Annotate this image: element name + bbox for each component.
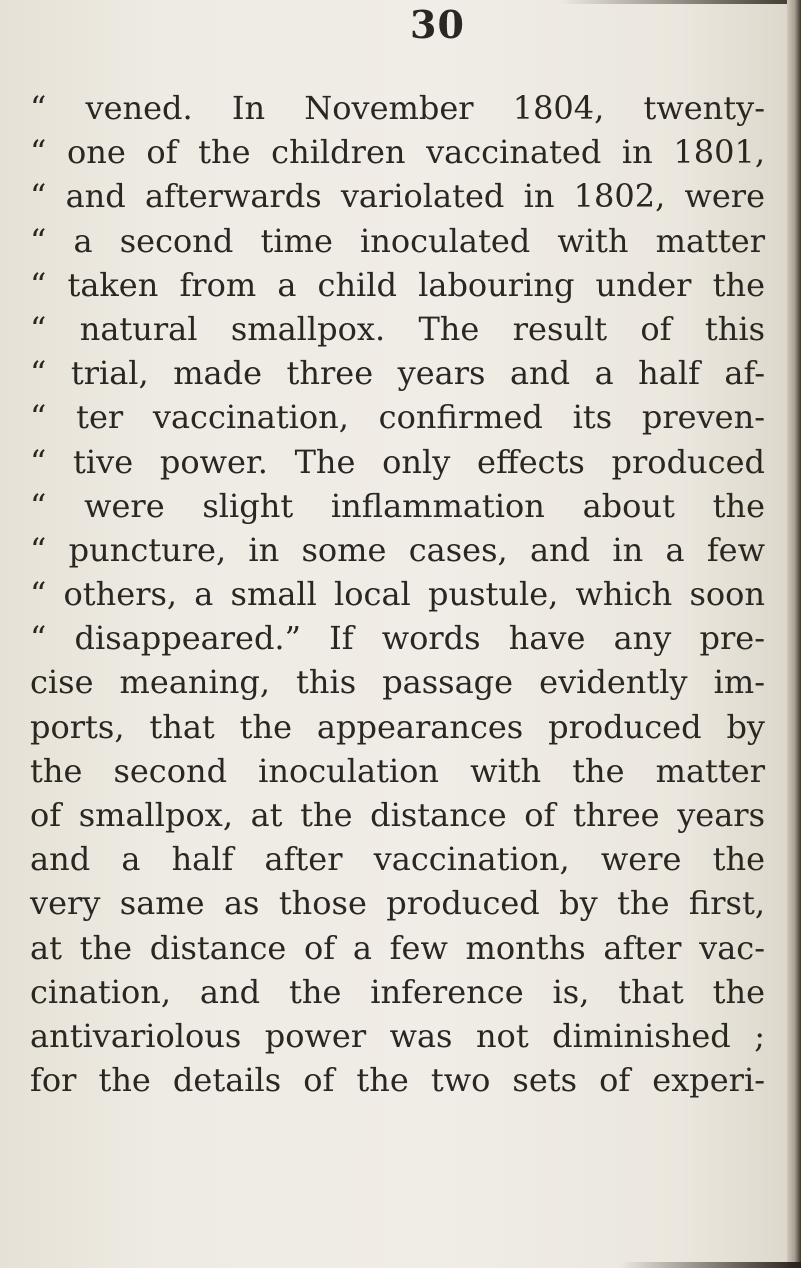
text-line-13: “ disappeared.” If words have any pre-: [30, 619, 765, 658]
text-line-7: “ trial, made three years and a half af-: [30, 354, 765, 393]
page-right-edge-shadow: [787, 0, 801, 1268]
body-text: [30, 86, 765, 1102]
text-line-12: “ others, a small local pustule, which soon: [30, 575, 765, 614]
text-line-18: and a half after vaccination, were the: [30, 840, 765, 879]
text-line-16: the second inoculation with the matter: [30, 751, 765, 790]
text-line-2: “ one of the children vaccinated in 1801,: [30, 133, 765, 172]
text-line-17: of smallpox, at the distance of three years: [30, 796, 765, 834]
text-line-1: “ vened. In November 1804, twenty-: [30, 89, 765, 127]
page-bottom-shadow: [620, 1262, 801, 1268]
text-line-6: “ natural smallpox. The result of this: [30, 309, 765, 348]
text-line-9: “ tive power. The only effects produced: [30, 442, 765, 481]
text-line-20: at the distance of a few months after vac-: [30, 928, 765, 967]
text-line-19: very same as those produced by the first,: [30, 884, 765, 923]
text-line-11: “ puncture, in some cases, and in a few: [30, 530, 765, 569]
text-line-5: “ taken from a child labouring under the: [30, 265, 765, 304]
text-line-15: ports, that the appearances produced by: [30, 707, 765, 746]
text-line-21: cination, and the inference is, that the: [30, 972, 765, 1011]
text-line-10: “ were slight inflammation about the: [30, 486, 765, 525]
text-line-8: “ ter vaccination, confirmed its preven-: [30, 398, 765, 437]
text-line-23: for the details of the two sets of experi-: [30, 1061, 765, 1100]
text-line-3: “ and afterwards variolated in 1802, were: [30, 177, 765, 216]
text-line-4: “ a second time inoculated with matter: [30, 221, 765, 260]
page-top-shadow: [560, 0, 801, 4]
text-line-14: cise meaning, this passage evidently im-: [30, 663, 765, 702]
page-number: 30: [410, 2, 465, 47]
text-line-22: antivariolous power was not diminished ;: [30, 1016, 765, 1055]
